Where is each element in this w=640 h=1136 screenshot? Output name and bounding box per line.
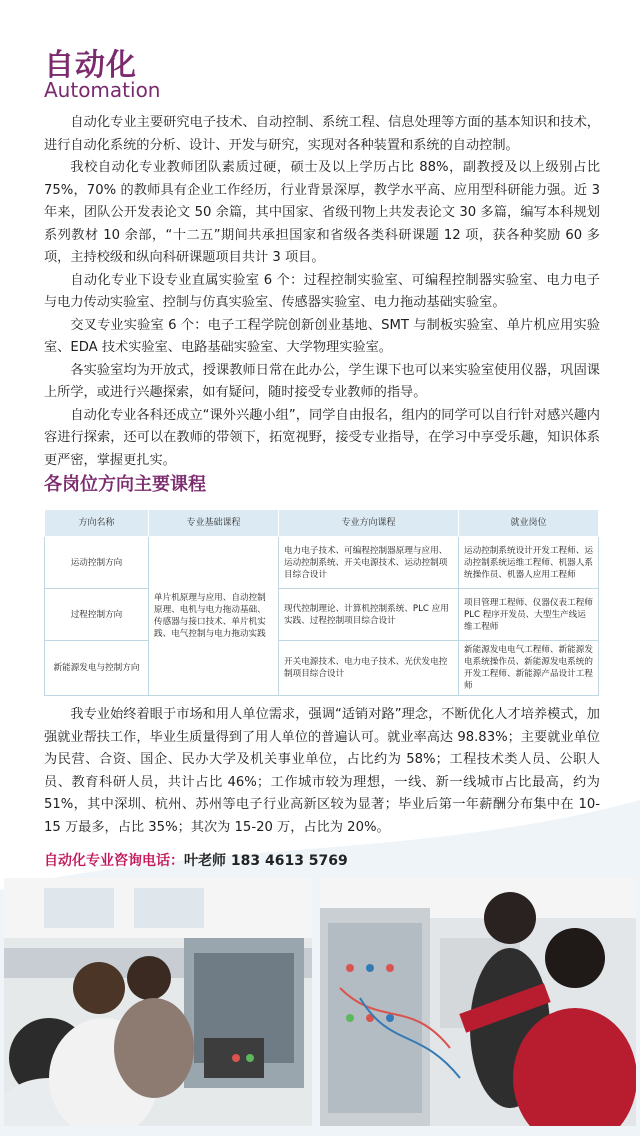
contact-line [44,850,348,870]
jobs-cell: 运动控制系统设计开发工程师、运动控制系统运维工程师、机器人系统操作员、机器人应用工程师 [459,537,599,589]
contact-label: 自动化专业咨询电话： [44,853,184,869]
contact-phone: 叶老师 183 4613 5769 [184,853,348,869]
direction-courses-cell: 电力电子技术、可编程控制器原理与应用、运动控制系统、开关电源技术、运动控制项目综合设计 [279,537,459,589]
direction-cell: 新能源发电与控制方向 [45,641,149,696]
intro-paragraph: 自动化专业主要研究电子技术、自动控制、系统工程、信息处理等方面的基本知识和技术，进行自动化系统的分析、设计、开发与研究，实现对各种装置和系统的自动控制。 [44,115,600,153]
intro-text [44,112,600,472]
header-direction-courses: 专业方向课程 [279,510,459,537]
lab-photo-experiment [320,878,636,1126]
intro-paragraph: 我校自动化专业教师团队素质过硬，硕士及以上学历占比 88%，副教授及以上级别占比 75%，70% 的教师具有企业工作经历，行业背景深厚，教学水平高、应用型科研能力强。近 3 年来，团队公开发表论文 50 余篇，其中国家、省级刊物上共发表论文 30 多篇，编写本科规划系列教材 10 余部，“十二五”期间共承担国家和省级各类科研课题 12 项，获各种奖励 60 多项，主持校级和纵向科研课题项目共计 3 项目。 [44,160,600,265]
intro-paragraph: 自动化专业下设专业直属实验室 6 个：过程控制实验室、可编程控制器实验室、电力电子与电力传动实验室、控制与仿真实验室、传感器实验室、电力拖动基础实验室。 [44,272,600,310]
direction-cell: 运动控制方向 [45,537,149,589]
direction-cell: 过程控制方向 [45,589,149,641]
lab-photo-students [4,878,312,1126]
jobs-cell: 项目管理工程师、仪器仪表工程师 PLC 程序开发员、大型生产线运维工程师 [459,589,599,641]
header-basic-courses: 专业基础课程 [149,510,279,537]
employment-text: 我专业始终着眼于市场和用人单位需求，强调“适销对路”理念，不断优化人才培养模式，加强就业帮扶工作，毕业生质量得到了用人单位的普遍认可。就业率高达 98.83%；主要就业单位为民营、合资、国企、民办大学及机关事业单位，占比约为 58%；工程技术类人员、公职人员、教育科研人员，共计占比 46%；工作城市较为理想，一线、新一线城市占比最高，约为 51%，其中深圳、杭州、苏州等电子行业高新区较为显著；毕业后第一年薪酬分布集中在 10-15 万最多，占比 35%；其次为 15-20 万，占比为 20%。 [44,707,600,835]
direction-courses-cell: 现代控制理论、计算机控制系统、PLC 应用实践、过程控制项目综合设计 [279,589,459,641]
table-row [45,589,599,641]
intro-paragraph: 自动化专业各科还成立“课外兴趣小组”，同学自由报名，组内的同学可以自行针对感兴趣内容进行探索，还可以在教师的带领下，拓宽视野，接受专业指导，在学习中享受乐趣，知识体系更严密，掌握更扎实。 [44,407,600,468]
jobs-cell: 新能源发电电气工程师、新能源发电系统操作员、新能源发电系统的开发工程师、新能源产品设计工程师 [459,641,599,696]
intro-paragraph: 各实验室均为开放式，授课教师日常在此办公，学生课下也可以来实验室使用仪器，巩固课上所学，或进行兴趣探索，如有疑问，随时接受专业教师的指导。 [44,362,600,400]
table-row [45,641,599,696]
courses-table [44,509,599,696]
courses-section-title: 各岗位方向主要课程 [44,474,206,495]
direction-courses-cell: 开关电源技术、电力电子技术、光伏发电控制项目综合设计 [279,641,459,696]
page-title: 自动化 [44,48,137,83]
page-subtitle: Automation [44,78,161,102]
header-direction: 方向名称 [45,510,149,537]
header-jobs: 就业岗位 [459,510,599,537]
intro-paragraph: 交叉专业实验室 6 个：电子工程学院创新创业基地、SMT 与制板实验室、单片机应用实验室、EDA 技术实验室、电路基础实验室、大学物理实验室。 [44,317,600,355]
basic-courses-cell: 单片机原理与应用、自动控制原理、电机与电力拖动基础、传感器与接口技术、单片机实践、电气控制与电力拖动实践 [149,537,279,696]
table-row [45,537,599,589]
table-header-row [45,510,599,537]
